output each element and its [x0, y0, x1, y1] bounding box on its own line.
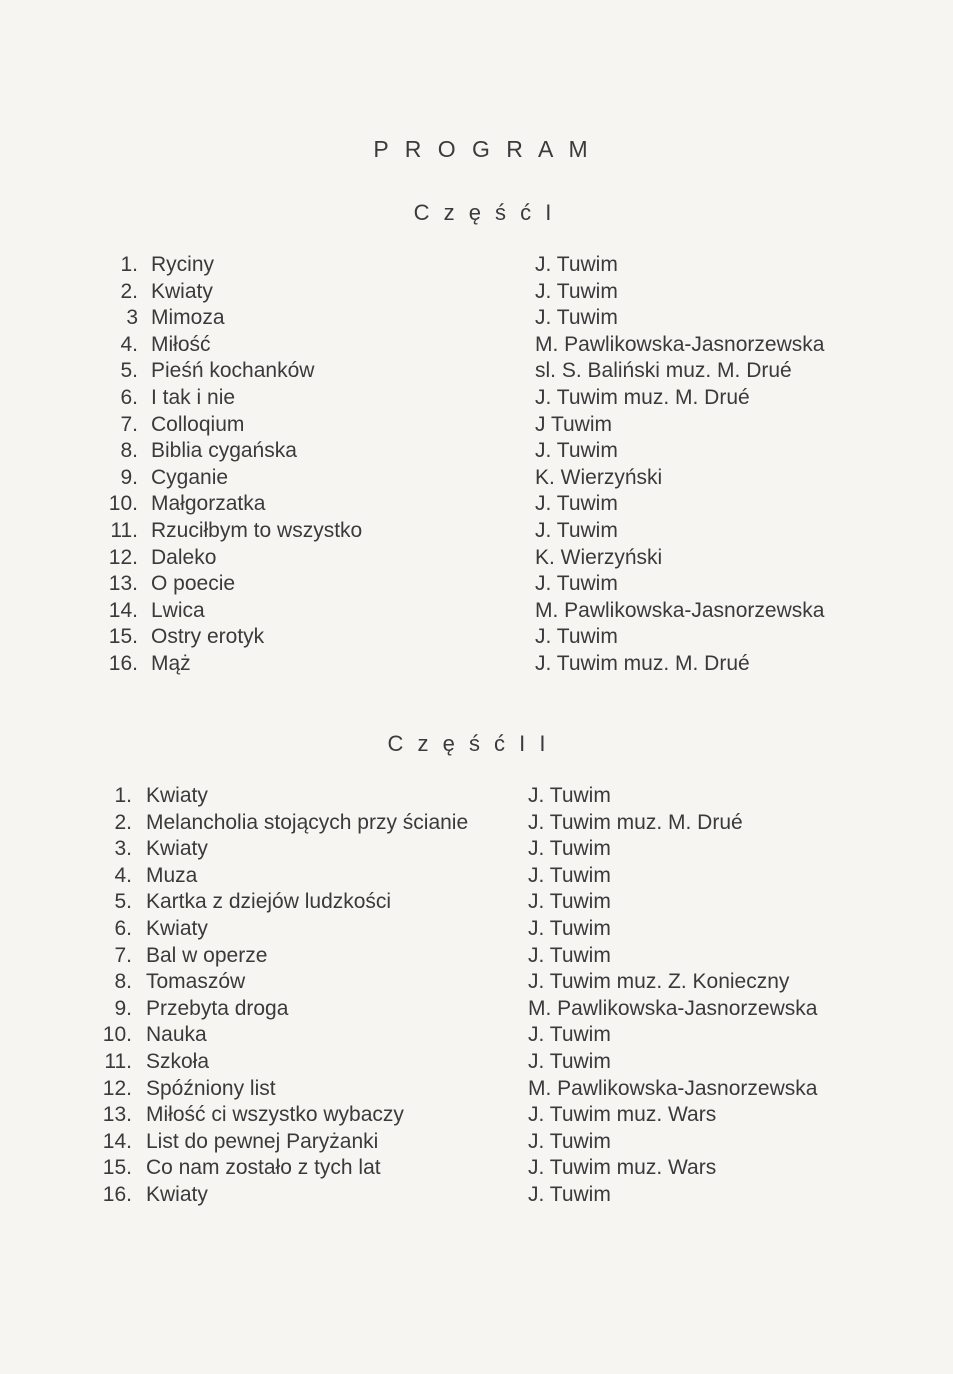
list-item: [0, 1182, 953, 1209]
item-author: J. Tuwim: [535, 572, 618, 596]
list-item: [0, 598, 953, 625]
item-number: 9.: [120, 465, 138, 489]
item-title: Muza: [146, 863, 198, 887]
item-author: J. Tuwim: [528, 784, 611, 807]
list-item: [0, 1102, 953, 1129]
list-item: [0, 252, 953, 279]
item-number: 1.: [120, 253, 138, 276]
item-author: sl. S. Baliński muz. M. Drué: [535, 359, 792, 383]
item-number: 12.: [108, 545, 138, 569]
list-item: [0, 385, 953, 412]
list-item: [0, 332, 953, 359]
list-item: [0, 438, 953, 465]
part-one-list: [0, 252, 953, 678]
item-title: Mąż: [151, 651, 191, 675]
list-item: [0, 810, 953, 837]
list-item: [0, 863, 953, 890]
item-author: J. Tuwim muz. Z. Konieczny: [528, 970, 790, 994]
list-item: [0, 836, 953, 863]
item-title: Mimoza: [151, 306, 225, 330]
item-title: Colloqium: [151, 412, 245, 436]
item-number: 14.: [108, 598, 138, 622]
item-number: 8.: [120, 439, 138, 463]
item-author: J. Tuwim: [535, 518, 618, 542]
item-number: 9.: [114, 996, 132, 1020]
item-title: Pieśń kochanków: [151, 359, 315, 383]
item-number: 13.: [108, 572, 138, 596]
item-author: J. Tuwim: [528, 1129, 611, 1153]
item-number: 6.: [120, 385, 138, 409]
item-title: Kwiaty: [146, 837, 208, 861]
item-author: M. Pawlikowska-Jasnorzewska: [528, 1076, 818, 1100]
item-number: 3.: [114, 837, 132, 861]
item-number: 2.: [120, 279, 138, 303]
item-number: 10.: [102, 1023, 132, 1047]
list-item: [0, 889, 953, 916]
item-title: Kartka z dziejów ludzkości: [146, 890, 392, 914]
item-number: 12.: [102, 1076, 132, 1100]
item-number: 7.: [114, 943, 132, 967]
item-number: 11.: [110, 518, 138, 542]
list-item: [0, 651, 953, 678]
list-item: [0, 305, 953, 332]
item-author: K. Wierzyński: [535, 465, 663, 489]
program-title: P R O G R A M: [373, 136, 593, 162]
item-title: Szkoła: [146, 1049, 210, 1073]
item-title: Ryciny: [151, 253, 215, 276]
item-number: 4.: [114, 863, 132, 887]
list-item: [0, 1022, 953, 1049]
item-title: O poecie: [151, 572, 236, 596]
item-author: J. Tuwim: [528, 837, 611, 861]
item-title: I tak i nie: [151, 385, 236, 409]
item-author: J. Tuwim: [528, 1182, 611, 1206]
list-item: [0, 465, 953, 492]
item-title: Tomaszów: [146, 970, 246, 994]
item-number: 15.: [102, 1156, 132, 1180]
item-number: 5.: [114, 890, 132, 914]
list-item: [0, 279, 953, 306]
item-number: 15.: [108, 625, 138, 649]
item-title: Bal w operze: [146, 943, 268, 967]
item-title: Co nam zostało z tych lat: [146, 1156, 381, 1180]
list-item: [0, 358, 953, 385]
item-number: 3: [126, 306, 138, 330]
item-number: 4.: [120, 332, 138, 356]
part-two-heading: C z ę ś ć I I: [387, 731, 550, 756]
item-title: Małgorzatka: [151, 492, 266, 516]
part-one-heading: C z ę ś ć I: [413, 200, 556, 225]
item-number: 2.: [114, 810, 132, 834]
list-item: [0, 491, 953, 518]
part-two-list: [0, 783, 953, 1209]
item-number: 8.: [114, 970, 132, 994]
list-item: [0, 943, 953, 970]
item-number: 16.: [102, 1182, 132, 1206]
item-author: J. Tuwim: [528, 1049, 611, 1073]
item-title: Miłość: [151, 332, 211, 356]
item-author: J. Tuwim: [528, 863, 611, 887]
item-title: Spóźniony list: [146, 1076, 276, 1100]
list-item: [0, 916, 953, 943]
list-item: [0, 1129, 953, 1156]
item-author: J. Tuwim: [528, 916, 611, 940]
item-author: K. Wierzyński: [535, 545, 663, 569]
item-title: Lwica: [151, 598, 205, 622]
item-author: J. Tuwim: [535, 492, 618, 516]
item-author: J. Tuwim: [535, 625, 618, 649]
item-author: J. Tuwim: [535, 439, 618, 463]
item-title: List do pewnej Paryżanki: [146, 1129, 379, 1153]
item-author: J. Tuwim: [535, 306, 618, 330]
item-title: Ostry erotyk: [151, 625, 265, 649]
item-author: J. Tuwim muz. Wars: [528, 1156, 717, 1180]
item-author: J. Tuwim: [535, 279, 618, 303]
item-title: Przebyta droga: [146, 996, 289, 1020]
item-author: J Tuwim: [535, 412, 613, 436]
item-author: J. Tuwim muz. Wars: [528, 1103, 717, 1127]
item-number: 6.: [114, 916, 132, 940]
list-item: [0, 624, 953, 651]
list-item: [0, 1049, 953, 1076]
list-item: [0, 783, 953, 810]
item-title: Nauka: [146, 1023, 207, 1047]
item-title: Daleko: [151, 545, 217, 569]
item-author: M. Pawlikowska-Jasnorzewska: [535, 332, 825, 356]
item-number: 13.: [102, 1103, 132, 1127]
item-number: 11.: [104, 1049, 132, 1073]
list-item: [0, 1076, 953, 1103]
item-author: J. Tuwim: [535, 253, 618, 276]
item-author: J. Tuwim muz. M. Drué: [535, 385, 750, 409]
item-title: Kwiaty: [146, 1182, 208, 1206]
list-item: [0, 518, 953, 545]
item-title: Biblia cygańska: [151, 439, 297, 463]
item-author: J. Tuwim: [528, 890, 611, 914]
item-number: 5.: [120, 359, 138, 383]
item-title: Melancholia stojących przy ścianie: [146, 810, 469, 834]
item-title: Kwiaty: [146, 784, 208, 807]
item-number: 14.: [102, 1129, 132, 1153]
list-item: [0, 545, 953, 572]
item-number: 10.: [108, 492, 138, 516]
item-title: Cyganie: [151, 465, 229, 489]
item-number: 1.: [114, 784, 132, 807]
item-number: 16.: [108, 651, 138, 675]
item-author: J. Tuwim: [528, 1023, 611, 1047]
item-title: Miłość ci wszystko wybaczy: [146, 1103, 404, 1127]
item-title: Kwiaty: [151, 279, 213, 303]
item-author: M. Pawlikowska-Jasnorzewska: [535, 598, 825, 622]
item-title: Kwiaty: [146, 916, 208, 940]
list-item: [0, 969, 953, 996]
list-item: [0, 412, 953, 439]
item-author: M. Pawlikowska-Jasnorzewska: [528, 996, 818, 1020]
item-author: J. Tuwim muz. M. Drué: [528, 810, 743, 834]
item-author: J. Tuwim: [528, 943, 611, 967]
item-author: J. Tuwim muz. M. Drué: [535, 651, 750, 675]
item-number: 7.: [120, 412, 138, 436]
item-title: Rzuciłbym to wszystko: [151, 518, 363, 542]
list-item: [0, 1155, 953, 1182]
list-item: [0, 996, 953, 1023]
list-item: [0, 571, 953, 598]
